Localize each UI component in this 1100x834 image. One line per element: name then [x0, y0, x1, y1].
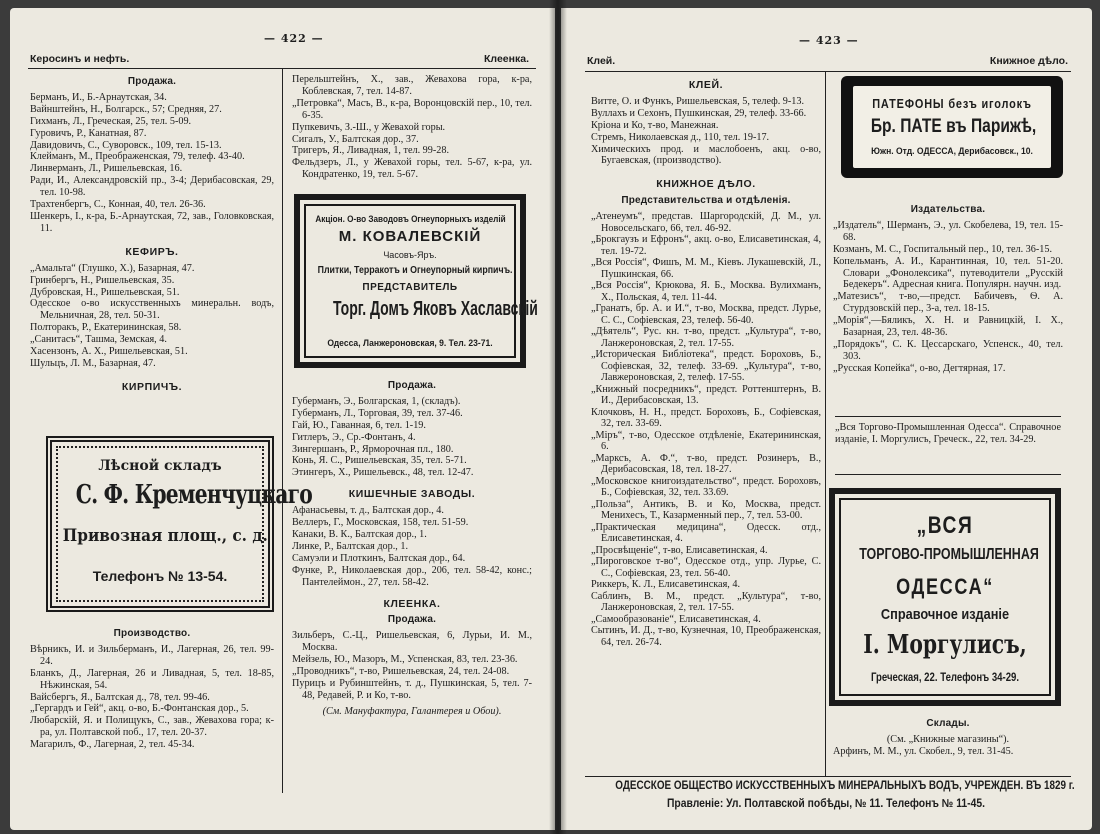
ad-line: Акціон. О-во Заводовъ Огнеупорныхъ изделій — [315, 214, 506, 225]
ad-headline: Бр. ПАТЕ въ Парижѣ, — [870, 116, 1037, 137]
list-item: Зингершанъ, Р., Ярморочная пл., 180. — [292, 443, 454, 455]
ad-headline: I. Моргулисъ, — [863, 630, 1027, 660]
list-item: Губерманъ, Л., Торговая, 39, тел. 37-46. — [292, 407, 463, 419]
right-header-right: Книжное дѣло. — [989, 55, 1068, 67]
section-title: Продажа. — [387, 380, 437, 391]
list-item: Пупкевичъ, З.-Ш., у Жевахой горы. — [292, 121, 446, 133]
section-title: Издательства. — [910, 204, 986, 215]
list-item: „Практическая медицина“, Одесск. отд., Елисаветинская, 4. — [591, 521, 821, 545]
list-item: „Гранатъ, бр. А. и И.“, т-во, Москва, предст. Лурье, С. С., Софіевская, 23, телеф. 56-40. — [591, 303, 821, 326]
list-item: „Пироговское т-во“, Одесское отд., упр. Лурье, С. С., Софіевская, 23, тел. 56-40. — [591, 556, 821, 579]
list-item: „Порядокъ“, С. К. Цессарскаго, Успенск., 40, тел. 303. — [833, 338, 1063, 362]
section-subtitle: Представительства и отдѣленія. — [621, 195, 791, 207]
list-item: Гуровичъ, Р., Канатная, 87. — [30, 127, 147, 139]
section-title: Производство. — [113, 628, 191, 639]
ad-line: Справочное изданіе — [880, 606, 1010, 623]
list-item: „Польза“, Антикъ, В. и Ко, Москва, предст. Менихесъ, Т., Казарменный пер., 7, тел. 53-00. — [591, 498, 821, 522]
ad-line: Плитки, Терракотъ и Огнеупорный кирпичъ. — [317, 264, 513, 276]
list-item: Самуэли и Плоткинъ, Балтская дор., 64. — [292, 552, 466, 564]
pathe-gramophone-ad — [841, 76, 1063, 178]
list-item: Магарилъ, Ф., Лагерная, 2, тел. 45-34. — [30, 739, 195, 751]
section-title: КИШЕЧНЫЕ ЗАВОДЫ. — [348, 488, 476, 501]
list-item: „Гергардъ и Гей“, акц. о-во, Б.-Фонтанская дор., 5. — [30, 703, 249, 715]
list-item: „Петровка“, Масъ, В., к-ра, Воронцовскій пер., 10, тел. 6-35. — [292, 97, 532, 121]
list-item: Клейманъ, М., Преображенская, 79, телеф. 43-40. — [30, 151, 245, 163]
list-item: Копельманъ, А. И., Карантинная, 10, тел. 51-20. Словари „Фонолексика“, путеводители „Русскій Бедекеръ“. Адресная книга. Популярн. научн. изд. — [833, 255, 1063, 291]
entry-list — [30, 92, 274, 235]
list-item: „Морія“,—Бяликъ, Х. Н. и Равницкій, I. Х., Базарная, 23, тел. 48-36. — [833, 315, 1063, 339]
entry-list — [591, 96, 821, 167]
ad-headline: ТОРГОВО-ПРОМЫШЛЕННАЯ — [859, 546, 1039, 563]
list-item: Бланкъ, Д., Лагерная, 26 и Ливадная, 5, тел. 18-85, Нѣжинская, 54. — [30, 667, 274, 691]
section-subtitle: Продажа. — [387, 614, 437, 626]
left-header-right: Клеенка. — [484, 53, 529, 65]
section-title: КИРПИЧЪ. — [121, 380, 183, 393]
list-item: Кріона и Ко, т-во, Манежная. — [591, 119, 719, 131]
list-item: Линверманъ, Л., Ришельевская, 16. — [30, 163, 183, 175]
list-item: „Вся Россія“, Крюкова, Я. Б., Москва. Вулихманъ, Х., Польская, 4, тел. 11-44. — [591, 280, 821, 303]
right-column-2-bottom — [833, 712, 1063, 758]
entry-list — [30, 263, 274, 370]
ad-line: Часовъ-Яръ. — [383, 250, 437, 260]
ad-line: Лѣсной складъ — [98, 458, 222, 474]
list-item: Фельдзеръ, Л., у Жевахой горы, тел. 5-67, к-ра, ул. Кондратенко, 19, тел. 5-67. — [292, 157, 532, 181]
book-gutter — [549, 0, 567, 834]
right-column-divider — [825, 71, 826, 777]
list-item: Вуллахъ и Сехонъ, Пушкинская, 29, телеф. 33-66. — [591, 107, 807, 119]
left-column-1-bottom — [30, 622, 274, 751]
list-item: Пурицъ и Рубинштейнъ, т. д., Пушкинская, 5, тел. 7-48, Редавей, Р. и Ко, т-во. — [292, 677, 532, 701]
ad-line: ПРЕДСТАВИТЕЛЬ — [362, 282, 458, 293]
list-item: Любарскій, Я. и Полищукъ, С., зав., Жевахова гора; к-ра, ул. Полтавской поб., 17, тел. 20-37. — [30, 715, 274, 739]
right-column-2 — [833, 198, 1063, 375]
ad-headline: ОДЕССА“ — [896, 574, 994, 599]
section-title: Продажа. — [127, 76, 177, 87]
list-item: Тригеръ, Я., Ливадная, 1, тел. 99-28. — [292, 145, 449, 157]
list-item: Шульцъ, Л. М., Базарная, 47. — [30, 357, 156, 369]
right-page-number: — 423 — — [799, 34, 859, 47]
section-title: Склады. — [926, 718, 970, 729]
ad-headline: С. Ф. Кременчуцкаго — [75, 480, 313, 510]
list-item: „Проводникъ“, т-во, Ришельевская, 24, тел. 24-08. — [292, 666, 510, 678]
ad-headline: „ВСЯ — [916, 512, 974, 539]
left-header-left: Керосинъ и нефть. — [30, 53, 130, 65]
list-item: Ради, И., Александровскій пр., 3-4; Дерибасовская, 29, тел. 10-98. — [30, 175, 274, 199]
section-title: КНИЖНОЕ ДѢЛО. — [656, 178, 756, 191]
list-item: Гихманъ, Л., Греческая, 25, тел. 5-09. — [30, 115, 192, 127]
entry-list — [292, 74, 532, 181]
left-column-1 — [30, 70, 274, 398]
list-item: „Московское книгоиздательство“, предст. Бороховъ, Б., Софіевская, 32, тел. 33.69. — [591, 475, 821, 499]
list-item: Полторакъ, Р., Екатерининская, 58. — [30, 322, 182, 334]
list-item: Саблинъ, В. М., предст. „Культура“, т-во, Ланжероновская, 2, тел. 17-55. — [591, 590, 821, 614]
mineral-water-banner: ОДЕССКОЕ ОБЩЕСТВО ИСКУССТВЕННЫХЪ МИНЕРАЛЬНЫХЪ ВОДЪ, УЧРЕЖДЕН. ВЪ 1829 г. — [615, 780, 1075, 792]
list-item: Витте, О. и Функъ, Ришельевская, 5, телеф. 9-13. — [591, 95, 805, 107]
ad-line: ПАТЕФОНЫ безъ иголокъ — [872, 96, 1032, 111]
list-item: „Просвѣщеніе“, т-во, Елисаветинская, 4. — [591, 544, 768, 556]
section-title: КЛЕЙ. — [688, 79, 724, 91]
entry-list — [292, 396, 532, 479]
list-item: Трахтенбергъ, С., Конная, 40, тел. 26-36. — [30, 199, 206, 211]
list-item: „Матезисъ“, т-во,—предст. Бабичевъ, Ѳ. А. Стурдзовскій пер., 3-а, тел. 18-15. — [833, 291, 1063, 315]
list-item: Зильберъ, С.-Ц., Ришельевская, 6, Лурьи, И. М., Москва. — [292, 630, 532, 654]
list-item: „Амальта“ (Глушко, Х.), Базарная, 47. — [30, 262, 195, 274]
entry-list — [833, 220, 1063, 375]
list-item: Афанасьевы, т. д., Балтская дор., 4. — [292, 505, 444, 517]
list-item: Вайнштейнъ, Н., Болгарск., 57; Средняя, 27. — [30, 103, 222, 115]
banner-rule — [585, 776, 1071, 777]
left-column-divider — [282, 68, 283, 793]
entry-list — [292, 630, 532, 701]
list-item: Клочковъ, Н. Н., предст. Бороховъ, Б., Софіевская, 32, тел. 33-69. — [591, 406, 821, 430]
directory-notice: „Вся Торгово-Промышленная Одесса“. Справочное изданіе, I. Моргулисъ, Греческ., 22, тел. 34-29. — [835, 422, 1061, 445]
section-title: КЕФИРЪ. — [125, 245, 179, 258]
right-column-1 — [591, 74, 821, 648]
left-column-2-top — [292, 74, 532, 181]
list-item: Сигалъ, У., Балтская дор., 37. — [292, 133, 419, 145]
entry-list — [30, 644, 274, 751]
list-item: Функе, Р., Николаевская дор., 206, тел. 58-42, конс.; Пантелеймон., 27, тел. 58-42. — [292, 564, 532, 588]
entry-list — [591, 211, 821, 648]
list-item: Гитлеръ, Э., Ср.-Фонтанъ, 4. — [292, 431, 416, 443]
ad-address: Греческая, 22. Телефонъ 34-29. — [870, 670, 1020, 684]
left-page-number: — 422 — — [264, 32, 324, 45]
list-item: „Дѣятель“, Рус. кн. т-во, предст. „Культура“, т-во, Ланжероновская, 2, тел. 17-55. — [591, 326, 821, 349]
section-title: КЛЕЕНКА. — [383, 597, 441, 610]
notice-rule-top — [835, 416, 1061, 417]
ad-address: Южн. Отд. ОДЕССА, Дерибасовск., 10. — [871, 146, 1033, 157]
left-page — [10, 8, 555, 830]
ad-line: Привозная площ., с. д. — [62, 526, 268, 546]
notice-rule-bottom — [835, 474, 1061, 475]
list-item: Вайсбергъ, Я., Балтская д., 78, тел. 99-46. — [30, 691, 210, 703]
list-item: Дубровская, Н., Ришельевская, 51. — [30, 286, 180, 298]
cross-reference-note: (См. „Книжные магазины“). — [886, 733, 1010, 745]
list-item: Арфинъ, М. М., ул. Скобел., 9, тел. 31-45. — [833, 745, 1014, 757]
list-item: Гринбергъ, Н., Ришельевская, 35. — [30, 274, 175, 286]
list-item: „Издатель“, Шерманъ, Э., ул. Скобелева, 19, тел. 15-68. — [833, 219, 1063, 243]
list-item: Хасензонъ, А. Х., Ришельевская, 51. — [30, 346, 188, 358]
list-item: „Брокгаузъ и Ефронъ“, акц. о-во, Елисаветинская, 4, тел. 19-72. — [591, 234, 821, 257]
list-item: „Марксъ, А. Ф.“, т-во, предст. Розинеръ, В., Дерибасовская, 18, тел. 18-27. — [591, 452, 821, 476]
ad-headline: М. КОВАЛЕВСКІЙ — [338, 228, 482, 245]
list-item: „Русская Копейка“, о-во, Дегтярная, 17. — [833, 362, 1006, 374]
right-header-left: Клей. — [587, 55, 616, 67]
list-item: Сытинъ, И. Д., т-во, Кузнечная, 10, Преображенская, 64, тел. 26-74. — [591, 625, 821, 648]
list-item: Веллеръ, Г., Московская, 158, тел. 51-59. — [292, 517, 469, 529]
list-item: Риккеръ, К. Л., Елисаветинская, 4. — [591, 579, 740, 591]
list-item: Мейзель, Ю., Мазоръ, М., Успенская, 83, тел. 23-36. — [292, 654, 518, 666]
list-item: Стремъ, Николаевская д., 110, тел. 19-17. — [591, 131, 770, 143]
list-item: Губерманъ, Э., Болгарская, 1, (складъ). — [292, 395, 461, 407]
vsya-odessa-ad — [829, 488, 1061, 706]
list-item: Берманъ, И., Б.-Арнаутская, 34. — [30, 91, 167, 103]
list-item: Этингеръ, Х., Ришельевск., 48, тел. 12-47. — [292, 467, 474, 479]
list-item: „Санитасъ“, Ташма, Земская, 4. — [30, 334, 167, 346]
list-item: Вѣрникъ, И. и Зильберманъ, И., Лагерная, 26, тел. 99-24. — [30, 643, 274, 667]
list-item: Канаки, В. К., Балтская дор., 1. — [292, 528, 427, 540]
cross-reference-note: (См. Мануфактура, Галантерея и Обои). — [322, 705, 502, 717]
list-item: Козманъ, М. С., Госпитальный пер., 10, тел. 36-15. — [833, 243, 1052, 255]
kovalevsky-brick-ad — [294, 194, 538, 368]
list-item: „Самообразованіе“, Елисаветинская, 4. — [591, 613, 761, 625]
ad-headline: Торг. Домъ Яковъ Хаславскій — [333, 298, 538, 320]
list-item: Шенкеръ, I., к-ра, Б.-Арнаутская, 72, зав., Головковская, 11. — [30, 210, 274, 234]
right-page — [561, 8, 1092, 830]
list-item: Гай, Ю., Гаванная, 6, тел. 1-19. — [292, 419, 426, 431]
ad-address: Одесса, Ланжероновская, 9. Тел. 23-71. — [327, 338, 493, 349]
ad-phone: Телефонъ № 13-54. — [92, 568, 228, 584]
ad-panel — [853, 86, 1051, 168]
left-column-2-bottom — [292, 374, 532, 718]
right-header-rule — [585, 71, 1071, 72]
list-item: Химическихъ прод. и маслобоенъ, акц. о-во, Бугаевская, (производство). — [591, 143, 821, 167]
lumber-yard-ad — [46, 436, 313, 612]
list-item: Конь, Я. С., Ришельевская, 35, тел. 5-71. — [292, 455, 467, 467]
mineral-water-address: Правленіе: Ул. Полтавской побѣды, № 11. Телефонъ № 11-45. — [666, 798, 985, 810]
list-item: Линке, Р., Балтская дор., 1. — [292, 540, 409, 552]
list-item: „Книжный посредникъ“, предст. Роттенштернъ, В. И., Дерибасовская, 13. — [591, 383, 821, 407]
list-item: „Міръ“, т-во, Одесское отдѣленіе, Екатерининская, 6. — [591, 429, 821, 453]
list-item: „Атенеумъ“, представ. Шаргородскій, Д. М., ул. Новосельскаго, 66, тел. 46-92. — [591, 211, 821, 234]
list-item: Давидовичъ, С., Суворовск., 109, тел. 15-13. — [30, 139, 222, 151]
list-item: „Историческая Библіотека“, предст. Бороховъ, Б., Софіевская, 32, телеф. 33-69. „Культура“, т-во, Лавжероновская, 2, телеф. 17-55. — [591, 349, 821, 384]
entry-list — [292, 505, 532, 588]
list-item: Перельштейнъ, Х., зав., Жевахова гора, к-ра, Коблевская, 7, тел. 14-87. — [292, 74, 532, 97]
list-item: Одесское о-во искусственныхъ минеральн. водъ, Мельничная, 28, тел. 50-31. — [30, 298, 274, 322]
list-item: „Вся Россія“, Фишъ, М. М., Кіевъ. Лукашевскій, Л., Пушкинская, 66. — [591, 257, 821, 280]
